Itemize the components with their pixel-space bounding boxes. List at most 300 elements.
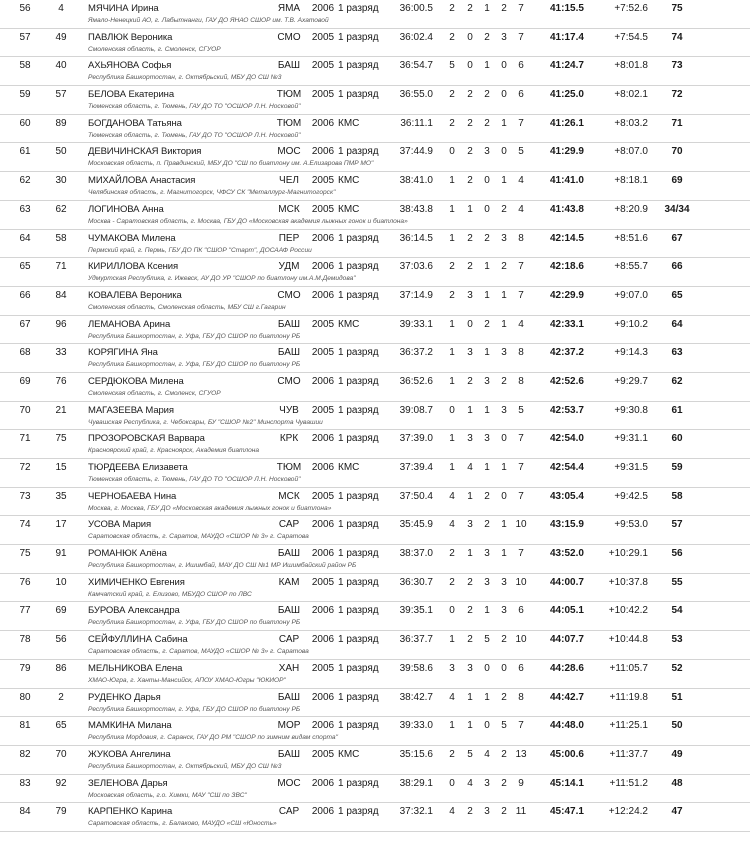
bib-cell: 21 [55,404,67,416]
athlete-name: МАГАЗЕЕВА Мария [88,404,174,416]
athlete-organization: ХМАО-Югра, г. Ханты-Мансийск, АПОУ ХМАО-Югры "ЮКИОР" [88,676,286,684]
birth-year-cell: 2005 [311,60,335,72]
shooting-4-cell: 2 [501,375,507,387]
athlete-organization: Республика Башкортостан, г. Уфа, ГБУ ДО СШОР по биатлону РБ [88,705,301,713]
birth-year-cell: 2006 [311,806,335,818]
region-cell: УДМ [278,261,300,273]
athlete-organization: Саратовская область, г. Балаково, МАУДО «СШ «Юность» [88,820,277,828]
bib-cell: 84 [55,289,67,301]
region-cell: СМО [277,375,301,387]
shooting-1-cell: 1 [449,375,455,387]
region-cell: МОС [277,146,301,158]
shooting-2-cell: 2 [467,3,473,14]
penalty-total-cell: 4 [518,203,524,215]
bib-cell: 70 [55,748,67,760]
sport-rank-cell: 1 разряд [338,576,379,588]
place-cell: 78 [19,634,31,646]
place-cell: 82 [19,748,31,760]
penalty-total-cell: 7 [518,31,524,43]
birth-year-cell: 2006 [311,691,335,703]
total-time-cell: 42:52.6 [550,375,584,387]
place-cell: 72 [19,462,31,473]
ski-time-cell: 37:39.4 [399,462,433,473]
shooting-2-cell: 2 [467,261,473,273]
shooting-3-cell: 4 [484,748,490,760]
sport-rank-cell: 1 разряд [338,261,379,273]
penalty-total-cell: 7 [518,433,524,445]
shooting-4-cell: 1 [501,519,507,531]
ski-time-cell: 36:02.4 [399,31,433,43]
shooting-2-cell: 1 [467,203,473,215]
points-cell: 49 [671,748,683,760]
ski-time-cell: 39:35.1 [399,605,433,617]
region-cell: ТЮМ [276,89,302,101]
sport-rank-cell: КМС [338,462,360,473]
shooting-1-cell: 3 [449,662,455,674]
shooting-1-cell: 1 [449,318,455,330]
shooting-1-cell: 2 [449,548,455,560]
birth-year-cell: 2006 [311,720,335,732]
shooting-1-cell: 5 [449,60,455,72]
athlete-organization: Саратовская область, г. Саратов, МАУДО «СШОР № 3» г. Саратова [88,648,309,656]
shooting-3-cell: 1 [484,404,490,416]
penalty-total-cell: 4 [518,175,524,187]
birth-year-cell: 2005 [311,347,335,359]
time-behind-cell: +9:31.1 [614,433,648,445]
shooting-2-cell: 4 [467,462,473,473]
shooting-1-cell: 1 [449,720,455,732]
birth-year-cell: 2006 [311,777,335,789]
points-cell: 51 [671,691,683,703]
birth-year-cell: 2006 [311,3,335,14]
shooting-4-cell: 0 [501,490,507,502]
bib-cell: 71 [55,261,67,273]
time-behind-cell: +9:10.2 [614,318,648,330]
shooting-3-cell: 0 [484,720,490,732]
place-cell: 71 [19,433,31,445]
ski-time-cell: 38:29.1 [399,777,433,789]
athlete-organization: Пермский край, г. Пермь, ГБУ ДО ПК "СШОР "Старт", ДОСААФ России [88,246,312,254]
shooting-3-cell: 3 [484,777,490,789]
shooting-4-cell: 3 [501,404,507,416]
penalty-total-cell: 7 [518,261,524,273]
time-behind-cell: +8:03.2 [614,117,648,129]
birth-year-cell: 2006 [311,232,335,244]
shooting-1-cell: 1 [449,634,455,646]
athlete-organization: Смоленская область, г. Смоленск, СГУОР [88,389,221,397]
birth-year-cell: 2006 [311,117,335,129]
sport-rank-cell: 1 разряд [338,89,379,101]
athlete-name: РУДЕНКО Дарья [88,691,161,703]
athlete-name: УСОВА Мария [88,519,152,531]
ski-time-cell: 36:00.5 [399,3,433,14]
athlete-name: РОМАНЮК Алёна [88,548,167,560]
shooting-3-cell: 0 [484,662,490,674]
shooting-1-cell: 1 [449,347,455,359]
ski-time-cell: 38:37.0 [399,548,433,560]
shooting-2-cell: 4 [467,777,473,789]
table-row [0,746,750,775]
time-behind-cell: +10:29.1 [608,548,648,560]
points-cell: 48 [671,777,683,789]
time-behind-cell: +9:42.5 [614,490,648,502]
sport-rank-cell: 1 разряд [338,232,379,244]
bib-cell: 92 [55,777,67,789]
athlete-organization: Республика Башкортостан, г. Октябрьский, МБУ ДО СШ №3 [88,74,282,82]
penalty-total-cell: 6 [518,60,524,72]
points-cell: 67 [671,232,683,244]
athlete-name: ПРОЗОРОВСКАЯ Варвара [88,433,205,445]
time-behind-cell: +7:52.6 [614,3,648,14]
shooting-1-cell: 0 [449,605,455,617]
points-cell: 62 [671,375,683,387]
athlete-name: СЕЙФУЛЛИНА Сабина [88,634,188,646]
shooting-3-cell: 1 [484,60,490,72]
table-row [0,29,750,58]
shooting-1-cell: 0 [449,404,455,416]
shooting-1-cell: 1 [449,433,455,445]
place-cell: 63 [19,203,31,215]
athlete-organization: Саратовская область, г. Саратов, МАУДО «СШОР № 3» г. Саратова [88,533,309,541]
total-time-cell: 42:54.0 [550,433,584,445]
penalty-total-cell: 10 [515,634,527,646]
shooting-3-cell: 3 [484,576,490,588]
region-cell: САР [278,519,300,531]
sport-rank-cell: КМС [338,318,360,330]
shooting-4-cell: 2 [501,691,507,703]
table-row [0,344,750,373]
athlete-name: МАМКИНА Милана [88,720,172,732]
birth-year-cell: 2006 [311,289,335,301]
shooting-3-cell: 1 [484,462,490,473]
shooting-2-cell: 3 [467,347,473,359]
shooting-1-cell: 4 [449,691,455,703]
birth-year-cell: 2005 [311,662,335,674]
table-row [0,230,750,259]
shooting-4-cell: 1 [501,462,507,473]
table-row [0,602,750,631]
athlete-organization: Тюменская область, г. Тюмень, ГАУ ДО ТО "ОСШОР Л.Н. Носковой" [88,131,301,139]
place-cell: 66 [19,289,31,301]
penalty-total-cell: 8 [518,232,524,244]
points-cell: 55 [671,576,683,588]
table-row [0,660,750,689]
region-cell: МОС [277,777,301,789]
shooting-2-cell: 1 [467,720,473,732]
table-row [0,57,750,86]
birth-year-cell: 2005 [311,318,335,330]
region-cell: СМО [277,289,301,301]
sport-rank-cell: 1 разряд [338,662,379,674]
total-time-cell: 42:33.1 [550,318,584,330]
athlete-organization: Республика Башкортостан, г. Уфа, ГБУ ДО СШОР по биатлону РБ [88,619,301,627]
athlete-name: ЧЕРНОБАЕВА Нина [88,490,177,502]
table-row [0,803,750,832]
points-cell: 65 [671,289,683,301]
place-cell: 80 [19,691,31,703]
shooting-2-cell: 2 [467,806,473,818]
bib-cell: 35 [55,490,67,502]
total-time-cell: 45:00.6 [550,748,584,760]
birth-year-cell: 2006 [311,605,335,617]
table-row [0,172,750,201]
region-cell: КРК [279,433,299,445]
birth-year-cell: 2006 [311,634,335,646]
penalty-total-cell: 7 [518,3,524,14]
birth-year-cell: 2006 [311,548,335,560]
time-behind-cell: +10:42.2 [608,605,648,617]
time-behind-cell: +9:30.8 [614,404,648,416]
athlete-name: ДЕВИЧИНСКАЯ Виктория [88,146,202,158]
ski-time-cell: 37:03.6 [399,261,433,273]
time-behind-cell: +9:29.7 [614,375,648,387]
sport-rank-cell: 1 разряд [338,31,379,43]
points-cell: 75 [671,3,683,14]
bib-cell: 79 [55,806,67,818]
total-time-cell: 45:14.1 [550,777,584,789]
region-cell: САР [278,806,300,818]
shooting-1-cell: 0 [449,146,455,158]
athlete-organization: Москва, г. Москва, ГБУ ДО «Московская академия лыжных гонок и биатлона» [88,504,332,512]
shooting-2-cell: 5 [467,748,473,760]
athlete-name: ЖУКОВА Ангелина [88,748,171,760]
time-behind-cell: +8:07.0 [614,146,648,158]
shooting-1-cell: 4 [449,490,455,502]
region-cell: ПЕР [278,232,300,244]
birth-year-cell: 2006 [311,462,335,473]
penalty-total-cell: 11 [515,806,527,818]
athlete-organization: Смоленская область, Смоленская область, МБУ СШ г.Гагарин [88,303,286,311]
athlete-organization: Республика Башкортостан, г. Октябрьский, МБУ ДО СШ №3 [88,762,282,770]
place-cell: 62 [19,175,31,187]
total-time-cell: 43:15.9 [550,519,584,531]
total-time-cell: 44:05.1 [550,605,584,617]
total-time-cell: 42:54.4 [550,462,584,473]
total-time-cell: 45:47.1 [550,806,584,818]
time-behind-cell: +10:44.8 [608,634,648,646]
points-cell: 73 [671,60,683,72]
place-cell: 58 [19,60,31,72]
time-behind-cell: +8:18.1 [614,175,648,187]
athlete-organization: Тюменская область, г. Тюмень, ГАУ ДО ТО "ОСШОР Л.Н. Носковой" [88,476,301,483]
shooting-4-cell: 1 [501,318,507,330]
place-cell: 56 [19,3,31,14]
athlete-name: БЕЛОВА Екатерина [88,89,175,101]
shooting-3-cell: 3 [484,548,490,560]
total-time-cell: 44:28.6 [550,662,584,674]
points-cell: 57 [671,519,683,531]
shooting-3-cell: 3 [484,806,490,818]
shooting-3-cell: 3 [484,433,490,445]
athlete-name: ТЮРДЕЕВА Елизавета [88,462,188,473]
place-cell: 64 [19,232,31,244]
ski-time-cell: 39:08.7 [399,404,433,416]
shooting-3-cell: 1 [484,347,490,359]
region-cell: БАШ [277,548,301,560]
shooting-4-cell: 2 [501,748,507,760]
place-cell: 75 [19,548,31,560]
shooting-3-cell: 2 [484,318,490,330]
penalty-total-cell: 7 [518,462,524,473]
shooting-3-cell: 3 [484,375,490,387]
time-behind-cell: +8:02.1 [614,89,648,101]
shooting-4-cell: 3 [501,347,507,359]
ski-time-cell: 39:33.1 [399,318,433,330]
place-cell: 61 [19,146,31,158]
shooting-2-cell: 2 [467,175,473,187]
shooting-4-cell: 3 [501,576,507,588]
place-cell: 81 [19,720,31,732]
athlete-name: ЧУМАКОВА Милена [88,232,176,244]
penalty-total-cell: 8 [518,375,524,387]
shooting-3-cell: 2 [484,117,490,129]
shooting-3-cell: 1 [484,3,490,14]
total-time-cell: 44:42.7 [550,691,584,703]
table-row [0,430,750,459]
bib-cell: 57 [55,89,67,101]
points-cell: 70 [671,146,683,158]
place-cell: 74 [19,519,31,531]
penalty-total-cell: 13 [515,748,527,760]
table-row [0,516,750,545]
table-row [0,258,750,287]
time-behind-cell: +7:54.5 [614,31,648,43]
points-cell: 56 [671,548,683,560]
athlete-organization: Республика Башкортостан, г. Ишимбай, МАУ ДО СШ №1 МР Ишимбайский район РБ [88,562,357,570]
total-time-cell: 44:07.7 [550,634,584,646]
birth-year-cell: 2006 [311,375,335,387]
birth-year-cell: 2005 [311,31,335,43]
region-cell: МСК [278,490,300,502]
shooting-3-cell: 1 [484,261,490,273]
ski-time-cell: 36:14.5 [399,232,433,244]
birth-year-cell: 2006 [311,519,335,531]
sport-rank-cell: 1 разряд [338,548,379,560]
athlete-organization: Ямало-Ненецкий АО, г. Лабытнанги, ГАУ ДО ЯНАО СШОР им. Т.В. Ахатовой [88,17,329,24]
total-time-cell: 41:41.0 [550,175,584,187]
sport-rank-cell: 1 разряд [338,146,379,158]
table-row [0,287,750,316]
birth-year-cell: 2005 [311,490,335,502]
shooting-2-cell: 2 [467,375,473,387]
sport-rank-cell: 1 разряд [338,519,379,531]
table-row [0,402,750,431]
place-cell: 57 [19,31,31,43]
bib-cell: 65 [55,720,67,732]
table-row [0,115,750,144]
bib-cell: 96 [55,318,67,330]
ski-time-cell: 37:32.1 [399,806,433,818]
shooting-4-cell: 3 [501,605,507,617]
penalty-total-cell: 7 [518,490,524,502]
shooting-2-cell: 2 [467,146,473,158]
place-cell: 60 [19,117,31,129]
bib-cell: 69 [55,605,67,617]
shooting-4-cell: 0 [501,146,507,158]
shooting-3-cell: 2 [484,89,490,101]
penalty-total-cell: 7 [518,289,524,301]
bib-cell: 40 [55,60,67,72]
athlete-organization: Смоленская область, г. Смоленск, СГУОР [88,45,221,53]
total-time-cell: 42:14.5 [550,232,584,244]
ski-time-cell: 36:37.2 [399,347,433,359]
sport-rank-cell: 1 разряд [338,806,379,818]
shooting-4-cell: 2 [501,777,507,789]
sport-rank-cell: КМС [338,203,360,215]
sport-rank-cell: КМС [338,748,360,760]
athlete-organization: Тюменская область, г. Тюмень, ГАУ ДО ТО "ОСШОР Л.Н. Носковой" [88,103,301,111]
shooting-2-cell: 2 [467,89,473,101]
birth-year-cell: 2006 [311,433,335,445]
athlete-name: АХЬЯНОВА Софья [88,60,172,72]
shooting-2-cell: 2 [467,634,473,646]
bib-cell: 86 [55,662,67,674]
shooting-1-cell: 0 [449,777,455,789]
athlete-organization: Камчатский край, г. Елизово, МБУДО СШОР по ЛВС [88,590,252,598]
ski-time-cell: 36:11.1 [400,117,433,129]
total-time-cell: 41:15.5 [550,3,584,14]
table-row [0,373,750,402]
time-behind-cell: +10:37.8 [608,576,648,588]
shooting-3-cell: 1 [484,605,490,617]
shooting-2-cell: 0 [467,31,473,43]
time-behind-cell: +11:25.1 [609,720,648,732]
athlete-name: ЛЕМАНОВА Арина [88,318,171,330]
athlete-name: БУРОВА Александра [88,605,180,617]
athlete-organization: Московская область, г.о. Химки, МАУ "СШ по ЗВС" [88,791,247,799]
table-row [0,201,750,230]
shooting-4-cell: 0 [501,60,507,72]
athlete-name: СЕРДЮКОВА Милена [88,375,184,387]
shooting-4-cell: 3 [501,232,507,244]
athlete-name: МИХАЙЛОВА Анастасия [88,175,196,187]
total-time-cell: 42:37.2 [550,347,584,359]
sport-rank-cell: 1 разряд [338,720,379,732]
shooting-1-cell: 2 [449,748,455,760]
shooting-4-cell: 2 [501,3,507,14]
time-behind-cell: +12:24.2 [608,806,648,818]
shooting-2-cell: 2 [467,232,473,244]
table-row [0,574,750,603]
birth-year-cell: 2005 [311,175,335,187]
points-cell: 63 [671,347,683,359]
total-time-cell: 42:53.7 [550,404,584,416]
place-cell: 67 [19,318,31,330]
shooting-1-cell: 2 [449,89,455,101]
region-cell: СМО [277,31,301,43]
birth-year-cell: 2006 [311,261,335,273]
penalty-total-cell: 6 [518,605,524,617]
ski-time-cell: 37:44.9 [399,146,433,158]
shooting-2-cell: 1 [467,548,473,560]
sport-rank-cell: КМС [338,117,360,129]
table-row [0,0,750,29]
penalty-total-cell: 6 [518,89,524,101]
bib-cell: 33 [55,347,67,359]
ski-time-cell: 38:43.8 [399,203,433,215]
points-cell: 59 [671,462,683,473]
athlete-organization: Республика Башкортостан, г. Уфа, ГБУ ДО СШОР по биатлону РБ [88,361,301,369]
penalty-total-cell: 10 [515,519,527,531]
penalty-total-cell: 8 [518,691,524,703]
shooting-2-cell: 3 [467,662,473,674]
place-cell: 68 [19,347,31,359]
region-cell: ТЮМ [276,117,302,129]
bib-cell: 76 [55,375,67,387]
total-time-cell: 41:43.8 [550,203,584,215]
region-cell: МСК [278,203,300,215]
points-cell: 61 [671,404,683,416]
